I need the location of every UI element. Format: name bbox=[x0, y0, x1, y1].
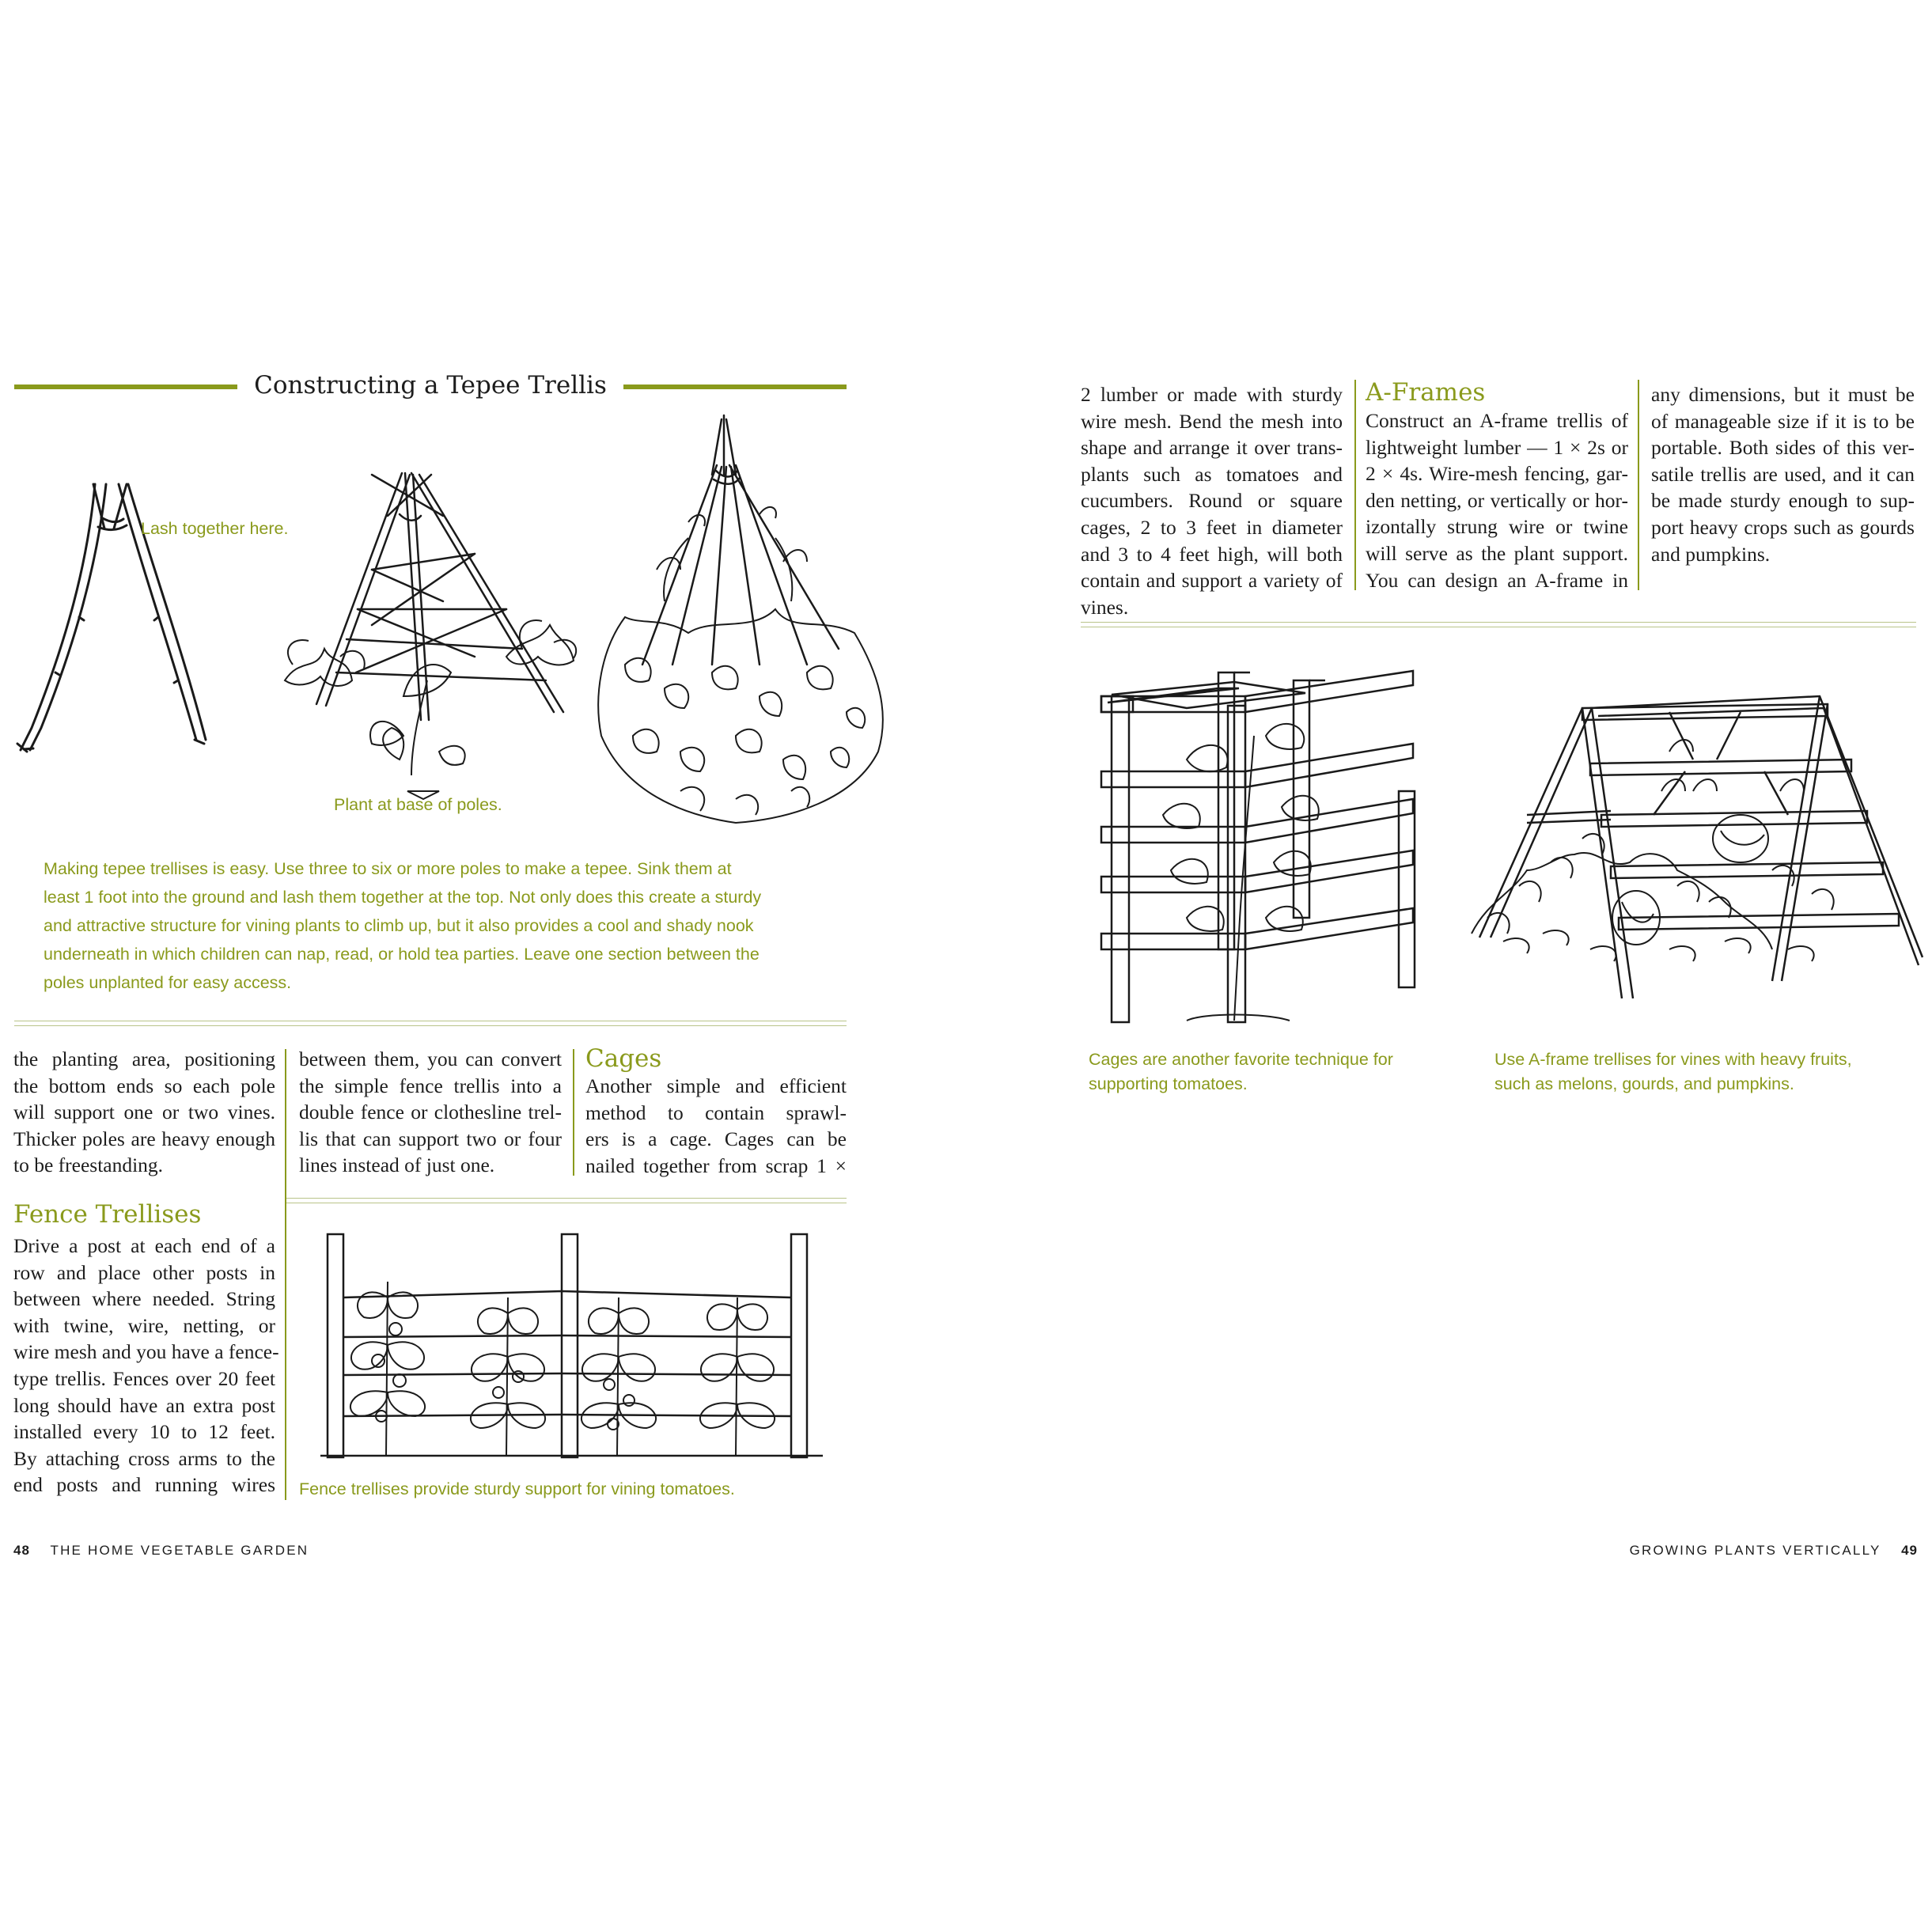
body-line: cucumbers. Round or square bbox=[1081, 489, 1343, 513]
body-line: lines instead of just one. bbox=[299, 1154, 495, 1177]
left-page-number: 48 bbox=[13, 1543, 30, 1558]
caption-line: Use A-frame trellises for vines with heavy fruits, bbox=[1494, 1050, 1852, 1069]
body-line: method to contain sprawl- bbox=[585, 1100, 847, 1124]
body-line: wire mesh and you have a fence- bbox=[13, 1340, 279, 1364]
right-page-number: 49 bbox=[1901, 1543, 1918, 1558]
body-line: satile trellis are used, and it can bbox=[1651, 462, 1915, 486]
fence-caption: Fence trellises provide sturdy support for vining tomatoes. bbox=[299, 1479, 735, 1498]
body-line: Another simple and efficient bbox=[585, 1074, 847, 1097]
body-line: row and place other posts in bbox=[13, 1260, 275, 1284]
body-line: vines. bbox=[1081, 595, 1129, 619]
sidebar-title: Constructing a Tepee Trellis bbox=[254, 371, 607, 400]
body-line: installed every 10 to 12 feet. bbox=[13, 1420, 275, 1444]
body-line: contain and support a variety of bbox=[1081, 569, 1343, 593]
caption-line: supporting tomatoes. bbox=[1089, 1074, 1248, 1093]
body-line: and pumpkins. bbox=[1651, 542, 1771, 566]
body-line: be made sturdy enough to sup- bbox=[1651, 489, 1915, 513]
caption-line: underneath in which children can nap, read, or hold tea parties. Leave one section between the bbox=[44, 945, 760, 964]
body-line: to be freestanding. bbox=[13, 1154, 164, 1177]
body-line: the planting area, positioning bbox=[13, 1047, 275, 1070]
cage-caption bbox=[1089, 1047, 1393, 1097]
body-line: the bottom ends so each pole bbox=[13, 1074, 275, 1097]
body-line: will serve as the plant support. bbox=[1366, 541, 1628, 565]
left-running-title: THE HOME VEGETABLE GARDEN bbox=[50, 1543, 309, 1558]
body-line: of manageable size if it is to be bbox=[1651, 409, 1915, 433]
caption-line: such as melons, gourds, and pumpkins. bbox=[1494, 1074, 1794, 1093]
caption-line: Making tepee trellises is easy. Use three to six or more poles to make a tepee. Sink them at bbox=[44, 859, 732, 878]
body-line: will support one or two vines. bbox=[13, 1100, 275, 1124]
cages-heading: Cages bbox=[585, 1044, 662, 1073]
body-line: You can design an A-frame in bbox=[1366, 568, 1628, 592]
body-line: shape and arrange it over trans- bbox=[1081, 436, 1343, 460]
body-line: lis that can support two or four bbox=[299, 1127, 562, 1150]
label-plant-at-base: Plant at base of poles. bbox=[334, 795, 502, 814]
caption-line: Cages are another favorite technique for bbox=[1089, 1050, 1393, 1069]
body-line: den netting, or vertically or hor- bbox=[1366, 488, 1628, 512]
body-line: Construct an A-frame trellis of bbox=[1366, 409, 1628, 432]
right-footer bbox=[1630, 1543, 1918, 1559]
body-line: 2 × 4s. Wire-mesh fencing, gar- bbox=[1366, 462, 1628, 486]
body-line: double fence or clothesline trel- bbox=[299, 1100, 562, 1124]
body-line: end posts and running wires bbox=[13, 1473, 275, 1497]
body-line: between them, you can convert bbox=[299, 1047, 562, 1070]
body-line: nailed together from scrap 1 × bbox=[585, 1154, 847, 1177]
aframes-heading: A-Frames bbox=[1366, 378, 1486, 407]
caption-line: and attractive structure for vining plants to climb up, but it also provides a cool and shady nook bbox=[44, 916, 754, 935]
body-line: type trellis. Fences over 20 feet bbox=[13, 1366, 275, 1390]
body-line: cages, 2 to 3 feet in diameter bbox=[1081, 515, 1343, 539]
body-line: izontally strung wire or twine bbox=[1366, 515, 1628, 539]
label-lash-together: Lash together here. bbox=[141, 519, 289, 538]
body-line: Drive a post at each end of a bbox=[13, 1234, 275, 1257]
right-running-title: GROWING PLANTS VERTICALLY bbox=[1629, 1543, 1881, 1558]
body-line: ers is a cage. Cages can be bbox=[585, 1127, 847, 1151]
fence-trellises-heading: Fence Trellises bbox=[13, 1200, 202, 1229]
caption-line: poles unplanted for easy access. bbox=[44, 973, 292, 992]
body-line: plants such as tomatoes and bbox=[1081, 462, 1343, 486]
body-line: long should have an extra post bbox=[13, 1393, 275, 1417]
body-line: 2 lumber or made with sturdy bbox=[1081, 383, 1343, 406]
body-line: the simple fence trellis into a bbox=[299, 1074, 562, 1097]
aframe-caption bbox=[1494, 1047, 1852, 1097]
body-line: port heavy crops such as gourds bbox=[1651, 515, 1915, 539]
body-line: with twine, wire, netting, or bbox=[13, 1313, 275, 1337]
body-line: wire mesh. Bend the mesh into bbox=[1081, 409, 1343, 433]
caption-line: least 1 foot into the ground and lash them together at the top. Not only does this create a sturdy bbox=[44, 888, 762, 907]
body-line: portable. Both sides of this ver- bbox=[1651, 436, 1915, 460]
body-line: Thicker poles are heavy enough bbox=[13, 1127, 275, 1150]
body-line: any dimensions, but it must be bbox=[1651, 383, 1915, 406]
body-line: lightweight lumber — 1 × 2s or bbox=[1366, 435, 1628, 459]
body-line: By attaching cross arms to the bbox=[13, 1446, 275, 1470]
body-line: and 3 to 4 feet high, will both bbox=[1081, 542, 1343, 566]
body-line: between where needed. String bbox=[13, 1287, 275, 1311]
